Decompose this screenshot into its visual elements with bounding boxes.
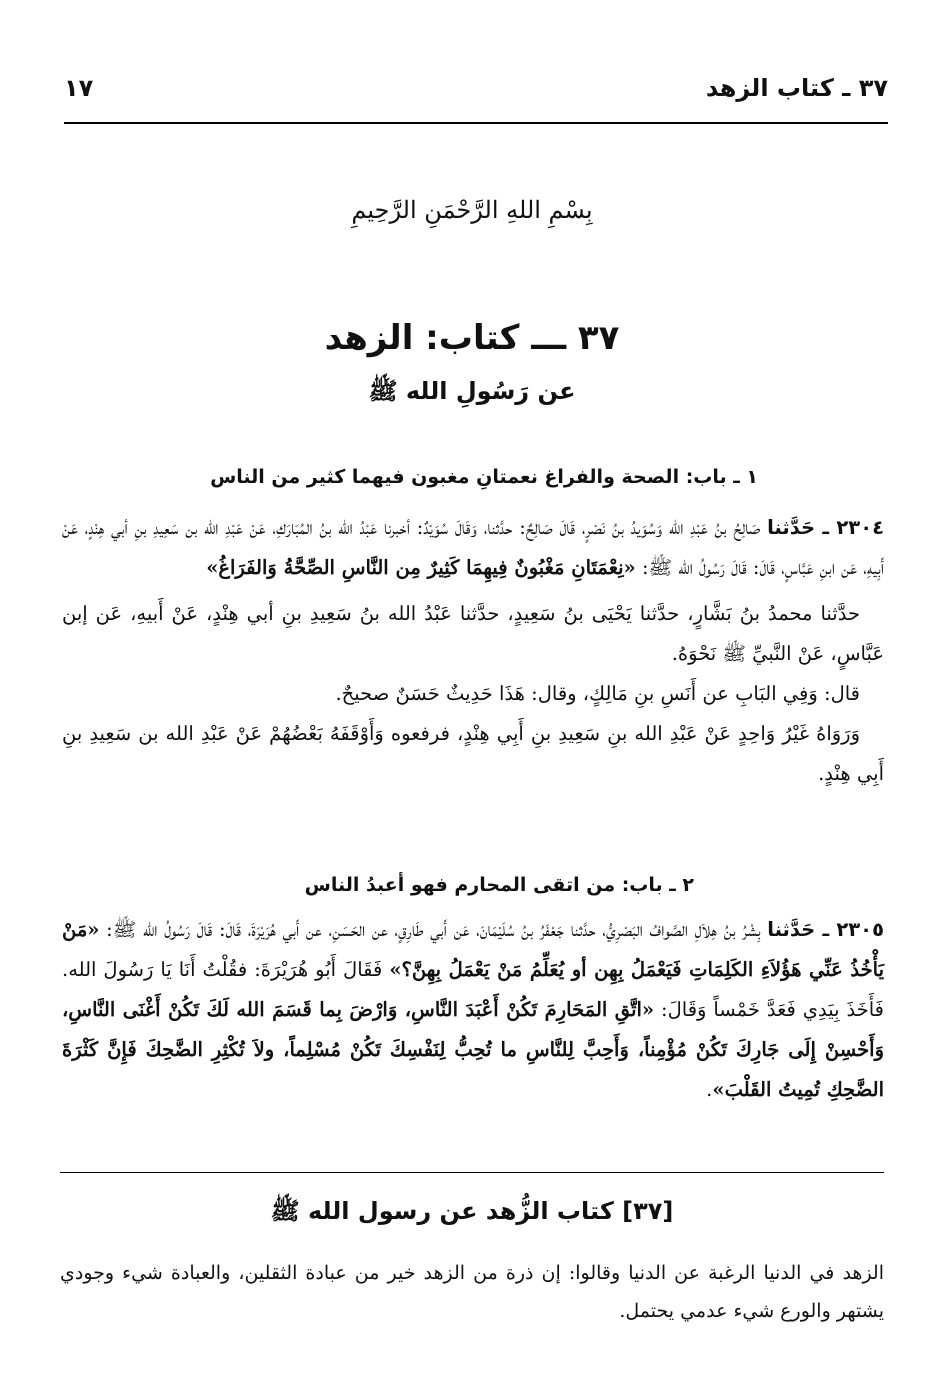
book-subtitle: عن رَسُولِ الله ﷺ xyxy=(368,377,576,405)
hadith-2304-isnad xyxy=(62,508,884,588)
hadith-2304-label: ٢٣٠٤ ـ حَدَّثنا xyxy=(767,516,885,539)
commentary-title: [٣٧] كتاب الزُّهد عن رسول الله ﷺ xyxy=(270,1197,674,1225)
hadith-2304-grading: قال: وَفِي البَابِ عن أَنَسِ بنِ مَالِكٍ، وقال: هَذَا حَدِيثٌ حَسَنٌ صحيحٌ. xyxy=(335,682,860,705)
hadith-2305-isnad: بِشْرُ بنُ هِلاَلِ الصَّوافُ البَصْرِيُّ، حدَّثنا جَعْفَرُ بنُ سُلَيْمَانَ، عَن أَبي طَارِقٍ، عن الحَسَنِ، عن أَبي هُرَيْرَةَ، قَالَ: قَالَ رَسُولُ الله ﷺ: xyxy=(106,918,761,941)
header-rule xyxy=(64,122,888,124)
page-number: ١٧ xyxy=(64,74,94,102)
chapter-2-title: ٢ ـ باب: من اتقى المحارم فهو أعبدُ الناس xyxy=(304,874,694,896)
hadith-2305-end: . xyxy=(706,1078,713,1101)
chapter-1-title: ١ ـ باب: الصحة والفراغ نعمتانِ مغبون فيهما كثير من الناس xyxy=(210,466,758,488)
hadith-2305 xyxy=(62,910,884,1110)
hadith-2304 xyxy=(62,508,884,794)
running-header xyxy=(64,70,888,110)
commentary-text: الزهد في الدنيا الرغبة عن الدنيا وقالوا: إن ذرة من الزهد خير من عبادة الثقلين، والعبادة شيء وجودي يشتهر والورع شيء عدمي يحتمل. xyxy=(60,1262,884,1322)
hadith-2304-note: وَرَوَاهُ غَيْرُ وَاحِدٍ عَنْ عَبْدِ الله بنِ سَعِيدِ بنِ أَبِي هِنْدٍ، فرفعوه وَأَوْقَفَهُ بَعْضُهُمْ عَنْ عَبْدِ الله بن سَعِيدِ بنِ أَبِي هِنْدٍ. xyxy=(62,722,884,785)
hadith-2304-text: صَالِحُ بنُ عَبْدِ الله وَسُوَيدُ بنُ نَصْرٍ، قَالَ صَالِحٌ: حدَّثنا، وَقَالَ سُوَيْدٌ: أخبرنا عَبْدُ الله بنُ المُبَارَكِ، عَنْ عَبْدِ الله بن سَعِيدِ بنِ أبي هِنْدٍ، عَنْ أَبِيهِ، عَن ابنِ عَبَّاسٍ، قَالَ: قَالَ رَسُولُ الله ﷺ: xyxy=(62,516,884,579)
hadith-2305-label: ٢٣٠٥ ـ حَدَّثنا xyxy=(767,918,884,941)
basmala: بِسْمِ اللهِ الرَّحْمَنِ الرَّحِيمِ xyxy=(351,196,593,224)
hadith-2305-body xyxy=(62,910,884,1110)
running-head-title: ٣٧ ـ كتاب الزهد xyxy=(705,74,888,102)
hadith-2304-quote: «نِعْمَتَانِ مَغْبُونٌ فِيهِمَا كَثِيرٌ مِن النَّاسِ الصِّحَّةُ وَالفَرَاغُ» xyxy=(206,556,636,579)
hadith-2305-quote-2: «اتَّقِ المَحَارِمَ تَكُنْ أَعْبَدَ النَّاسِ، وَارْضَ بِما قَسَمَ الله لَكَ تَكُنْ أَغْنَى النَّاسِ، وَأَحْسِنْ إِلَى جَارِكَ تَكُنْ مُؤْمِناً، وَأَحِبَّ لِلنَّاسِ ما تُحِبُّ لِنَفْسِكَ تَكُنْ مُسْلِماً، ولاَ تُكْثِرِ الضَّحِكَ فَإِنَّ كَثْرَةَ الضَّحِكِ تُمِيتُ القَلْبَ» xyxy=(62,998,884,1101)
book-title: ٣٧ ـــ كتاب: الزهد xyxy=(324,318,620,358)
hadith-2304-alt-chain: حدَّثنا محمدُ بنُ بَشَّارٍ، حدَّثنا يَحْيَى بنُ سَعِيدٍ، حدَّثنا عَبْدُ الله بنُ سَعِيدِ بنِ أبي هِنْدٍ، عَنْ أَبيهِ، عَن إبن عَبَّاسٍ، عَنْ النَّبيِّ ﷺ نَحْوَهُ. xyxy=(62,602,884,665)
hadith-2305-narration: فَقَالَ أَبُو هُرَيْرَةَ: فقُلْتُ أَنَا يَا رَسُولَ الله. فَأَخَذَ بِيَدِي فَعَدَّ خَمْساً وَقَالَ: xyxy=(62,958,884,1021)
hadith-2305-quote-1: «مَنْ يَأْخُذُ عَنِّي هَؤُلاَءِ الكَلِمَاتِ فَيَعْمَلُ بِهِن أو يُعَلِّمُ مَنْ يَعْمَلُ بِهِنَّ؟» xyxy=(62,918,884,981)
footnote-rule xyxy=(60,1172,884,1173)
